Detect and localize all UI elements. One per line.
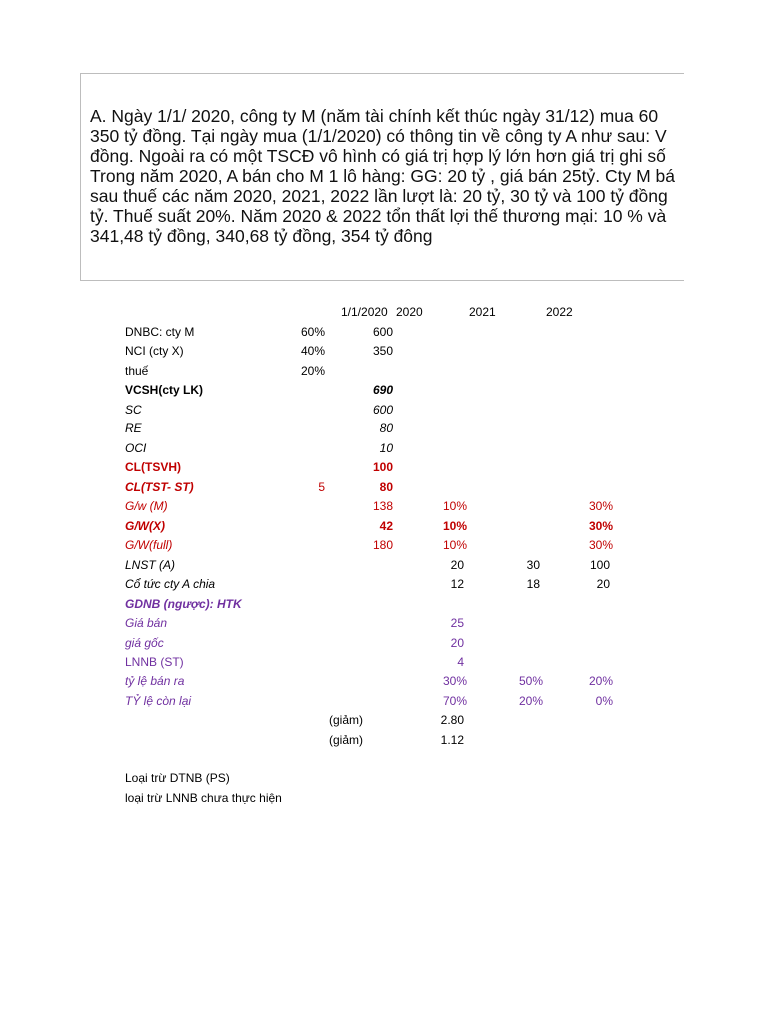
row-label: GDNB (ngược): HTK (125, 597, 242, 611)
row-label: giá gốc (125, 636, 164, 650)
row-label: LNNB (ST) (125, 655, 184, 669)
header-1-1-2020: 1/1/2020 (341, 305, 388, 319)
row-2020: 20 (450, 636, 464, 650)
row-2020: 25 (450, 616, 464, 630)
row-value: 690 (372, 383, 393, 397)
header-2021: 2021 (469, 305, 496, 319)
problem-line: 341,48 tỷ đồng, 340,68 tỷ đồng, 354 tỷ đông (90, 226, 433, 246)
row-2020: 30% (442, 674, 467, 688)
row-pct: 20% (300, 364, 325, 378)
row-2021: 50% (518, 674, 543, 688)
row-2020: 1.12 (440, 733, 464, 747)
note-line: Loại trừ DTNB (PS) (125, 771, 230, 785)
problem-textbox (80, 73, 684, 281)
row-value: 80 (379, 421, 393, 435)
row-2020: 10% (442, 499, 467, 513)
row-label: G/w (M) (125, 499, 168, 513)
row-value: 80 (379, 480, 393, 494)
row-label: G/W(X) (125, 519, 165, 533)
row-value: 600 (372, 325, 393, 339)
row-value: 100 (372, 460, 393, 474)
row-2020: 10% (442, 538, 467, 552)
row-value: 350 (372, 344, 393, 358)
row-label: thuế (125, 364, 149, 378)
row-2020: 4 (457, 655, 464, 669)
problem-line: đồng. Ngoài ra có một TSCĐ vô hình có giá trị hợp lý lớn hơn giá trị ghi số (90, 146, 666, 166)
row-2021: 18 (526, 577, 540, 591)
row-label: OCI (125, 441, 147, 455)
header-2022: 2022 (546, 305, 573, 319)
row-label: CL(TSVH) (125, 460, 181, 474)
row-label: VCSH(cty LK) (125, 383, 204, 397)
row-2020: 20 (450, 558, 464, 572)
row-2021: 30 (526, 558, 540, 572)
row-2022: 30% (588, 538, 613, 552)
row-2020: 12 (450, 577, 464, 591)
row-label: NCI (cty X) (125, 344, 184, 358)
row-2020: 10% (442, 519, 467, 533)
row-label: (giảm) (329, 733, 364, 747)
row-2020: 2.80 (440, 713, 464, 727)
row-label: Cổ tức cty A chia (125, 577, 216, 591)
row-value: 180 (372, 538, 393, 552)
row-2022: 0% (595, 694, 613, 708)
row-value: 138 (372, 499, 393, 513)
row-label: Giá bán (125, 616, 168, 630)
row-label: LNST (A) (125, 558, 176, 572)
row-label: SC (125, 403, 142, 417)
row-2020: 70% (442, 694, 467, 708)
problem-line: sau thuế các năm 2020, 2021, 2022 lần lượt là: 20 tỷ, 30 tỷ và 100 tỷ đồng (90, 186, 668, 206)
row-label: RE (125, 421, 142, 435)
problem-line: Trong năm 2020, A bán cho M 1 lô hàng: GG: 20 tỷ , giá bán 25tỷ. Cty M bá (90, 166, 675, 186)
row-pct: 60% (300, 325, 325, 339)
row-label: G/W(full) (125, 538, 173, 552)
row-pct: 40% (300, 344, 325, 358)
row-value: 10 (379, 441, 393, 455)
row-label: tỷ lệ bán ra (125, 674, 185, 688)
row-label: DNBC: cty M (125, 325, 195, 339)
row-2022: 20 (596, 577, 610, 591)
note-line: loại trừ LNNB chưa thực hiện (125, 791, 282, 805)
row-label: CL(TST- ST) (125, 480, 194, 494)
row-2022: 20% (588, 674, 613, 688)
problem-line: tỷ. Thuế suất 20%. Năm 2020 & 2022 tổn thất lợi thế thương mại: 10 % và (90, 206, 667, 226)
row-pct: 5 (318, 480, 325, 494)
header-2020: 2020 (396, 305, 423, 319)
row-2022: 30% (588, 499, 613, 513)
row-label: (giảm) (329, 713, 364, 727)
row-label: TỶ lệ còn lại (125, 694, 192, 708)
row-value: 42 (379, 519, 393, 533)
row-2022: 30% (588, 519, 613, 533)
problem-line: 350 tỷ đồng. Tại ngày mua (1/1/2020) có thông tin về công ty A như sau: V (90, 126, 667, 146)
row-2022: 100 (589, 558, 610, 572)
problem-line: A. Ngày 1/1/ 2020, công ty M (năm tài chính kết thúc ngày 31/12) mua 60 (90, 106, 659, 126)
row-2021: 20% (518, 694, 543, 708)
row-value: 600 (372, 403, 393, 417)
